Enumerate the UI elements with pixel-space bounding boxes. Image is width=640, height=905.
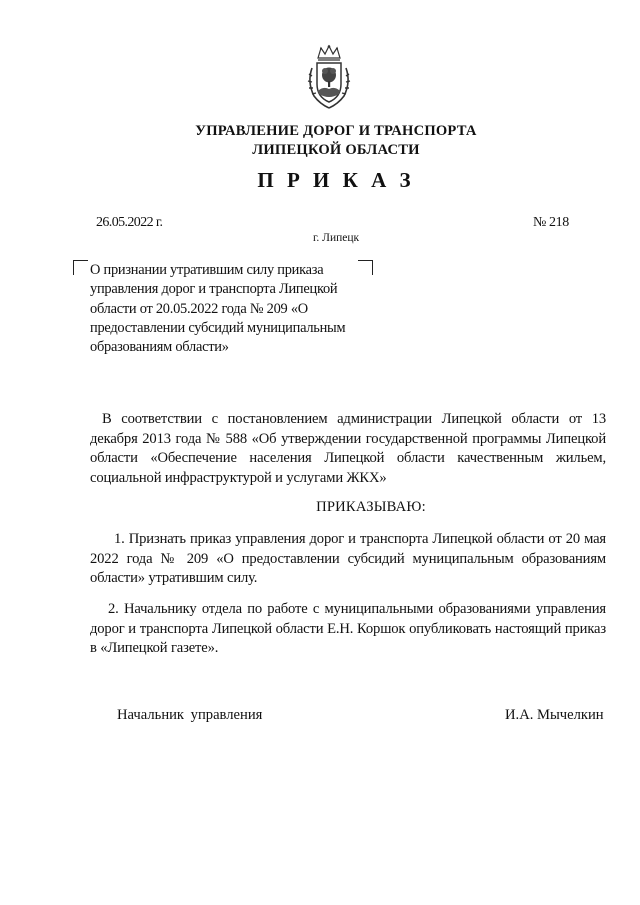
- order-word: ПРИКАЗЫВАЮ:: [316, 499, 426, 515]
- order-item-1: 1. Признать приказ управления дорог и транспорта Липецкой области от 20 мая 2022 года № 209 «О предоставлении субсидий муниципальным образованиям области» утратившим силу.: [90, 531, 606, 586]
- document-date: 26.05.2022 г.: [96, 215, 163, 230]
- issuer-organization: [0, 122, 640, 160]
- subject-line: области от 20.05.2022 года № 209 «О: [90, 300, 308, 317]
- org-line-1: УПРАВЛЕНИЕ ДОРОГ И ТРАНСПОРТА: [195, 123, 477, 139]
- subject-line: управления дорог и транспорта Липецкой: [90, 281, 338, 298]
- subject-line: образованиям области»: [90, 339, 229, 356]
- subject-bracket-left: [73, 260, 88, 275]
- subject-line: О признании утратившим силу приказа: [90, 262, 324, 278]
- subject-line: предоставлении субсидий муниципальным: [90, 319, 346, 336]
- org-line-2: ЛИПЕЦКОЙ ОБЛАСТИ: [252, 142, 420, 158]
- signatory-title: Начальник управления: [117, 707, 263, 723]
- signatory-name: И.А. Мычелкин: [505, 707, 604, 723]
- preamble-paragraph: В соответствии с постановлением администрации Липецкой области от 13 декабря 2013 года № 588 «Об утверждении государственной программы Липецкой области «Обеспечение населения Липецкой области качественным жильем, социальной инфраструктурой и услугами ЖКХ»: [90, 411, 606, 486]
- document-number: № 218: [533, 215, 569, 230]
- coat-of-arms-icon: [306, 44, 352, 110]
- document-type-title: П Р И К А З: [257, 168, 415, 192]
- document-subject: [90, 261, 390, 357]
- document-city: г. Липецк: [313, 232, 360, 244]
- order-item-2: 2. Начальнику отдела по работе с муниципальными образованиями управления дорог и транспорта Липецкой области Е.Н. Коршок опубликовать настоящий приказ в «Липецкой газете».: [90, 601, 606, 656]
